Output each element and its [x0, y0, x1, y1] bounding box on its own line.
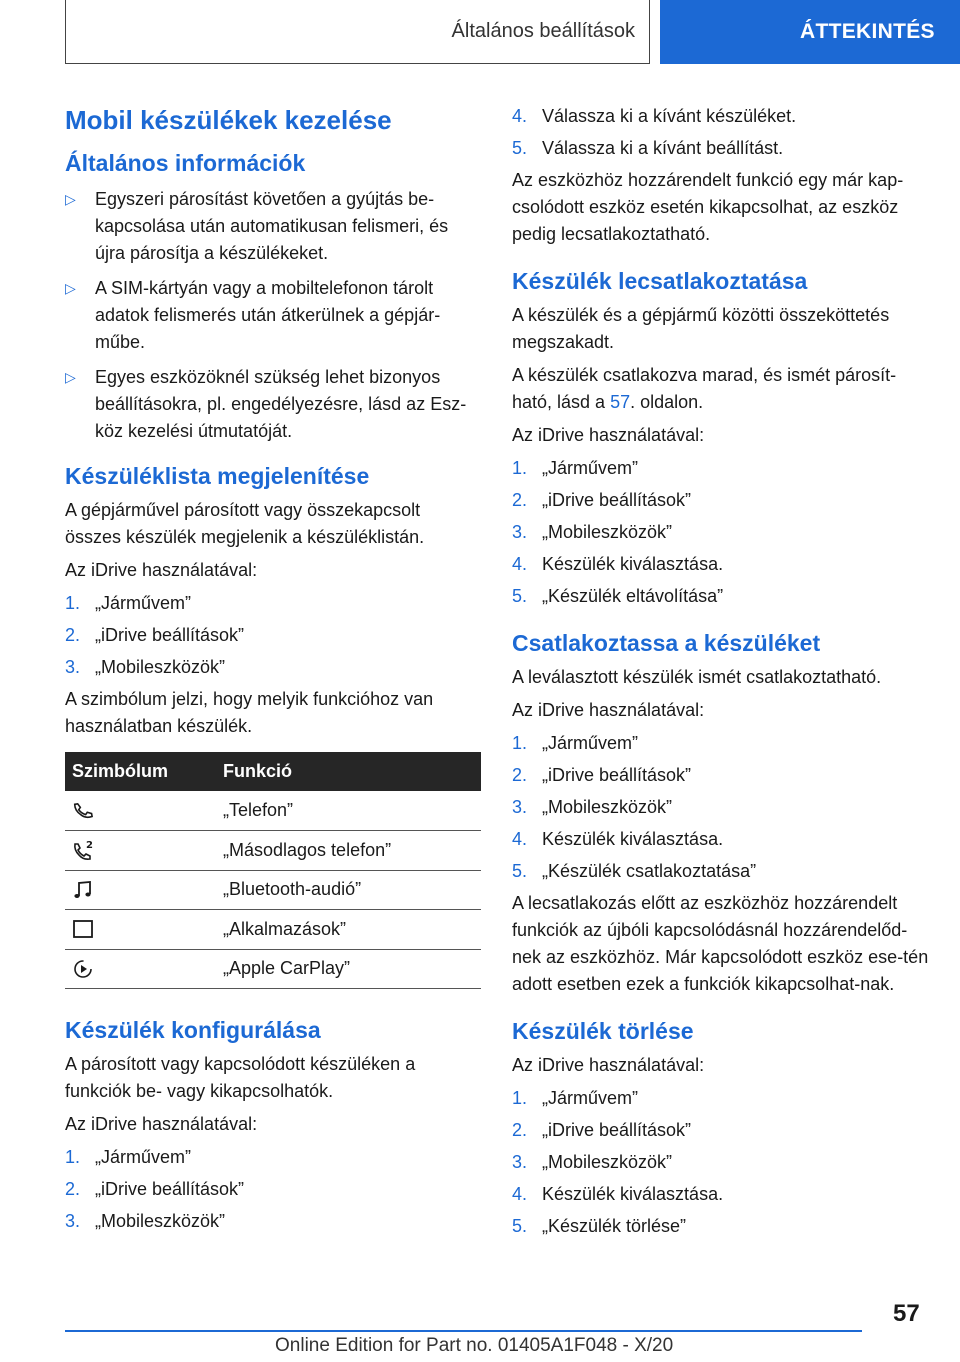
- list-item: ▷ Egyszeri párosítást követően a gyújtás be-kapcsolása után automatikusan felismeri, és újra párosítja a készülékeket.: [65, 186, 481, 267]
- step-item: 1. „Járművem”: [512, 733, 639, 753]
- svg-text:2: 2: [86, 840, 93, 852]
- idrive-usage: Az iDrive használatával:: [512, 700, 705, 720]
- section-title: Általános beállítások: [65, 0, 650, 64]
- symbol-table: [65, 752, 481, 989]
- table-row: [65, 910, 481, 950]
- main-title: Mobil készülékek kezelése: [65, 105, 392, 135]
- disconnect-p1: A készülék és a gépjármű közötti összeköttetés megszakadt.: [512, 305, 890, 352]
- phone-icon: [72, 800, 94, 822]
- configure-steps-continued: [512, 103, 932, 162]
- step-item: 3. „Mobileszközök”: [65, 657, 226, 677]
- table-header-symbol: Szimbólum: [65, 752, 223, 791]
- connect-p1: A leválasztott készülék ismét csatlakoztatható.: [512, 667, 882, 687]
- step-item: 4. Készülék kiválasztása.: [512, 829, 724, 849]
- chapter-tab[interactable]: ÁTTEKINTÉS: [660, 0, 960, 64]
- table-row: [65, 949, 481, 989]
- footer-divider: [65, 1330, 862, 1332]
- left-column: [65, 98, 481, 1240]
- step-item: 5. „Készülék törlése”: [512, 1216, 687, 1236]
- triangle-bullet-icon: ▷: [65, 369, 76, 385]
- idrive-usage: Az iDrive használatával:: [512, 1055, 705, 1075]
- step-item: 1. „Járművem”: [65, 593, 192, 613]
- connect-heading: Csatlakoztassa a készüléket: [512, 630, 821, 656]
- apps-square-icon: [72, 918, 94, 940]
- general-info-list: [65, 186, 481, 445]
- step-item: 3. „Mobileszközök”: [65, 1211, 226, 1231]
- list-item: ▷ A SIM-kártyán vagy a mobiltelefonon tárolt adatok felismerés után átkerülnek a gépjár-műbe.: [65, 275, 481, 356]
- secondary-phone-icon: [72, 839, 94, 861]
- connect-note: A lecsatlakozás előtt az eszközhöz hozzárendelt funkciók az újbóli kapcsolódásnál hozzárendelőd-nek az eszközhöz. Már kapcsolódott eszköz ese-tén adott esetben ezek a funkciók kikapcsolhat-nak.: [512, 893, 929, 994]
- table-row: [65, 831, 481, 871]
- step-item: 4. Készülék kiválasztása.: [512, 1184, 724, 1204]
- step-item: 3. „Mobileszközök”: [512, 797, 673, 817]
- function-cell: „Bluetooth-audió”: [223, 870, 481, 910]
- right-column: [512, 103, 932, 1245]
- connect-steps: [512, 730, 932, 885]
- function-cell: „Telefon”: [223, 791, 481, 831]
- configure-steps: [65, 1144, 481, 1235]
- footer-edition: Online Edition for Part no. 01405A1F048 - X/20: [275, 1335, 674, 1356]
- table-row: [65, 791, 481, 831]
- device-list-intro: A gépjárművel párosított vagy összekapcsolt összes készülék megjelenik a készüléklistán.: [65, 500, 425, 547]
- step-item: 2. „iDrive beállítások”: [65, 1179, 245, 1199]
- carplay-icon: [72, 958, 94, 980]
- idrive-usage: Az iDrive használatával:: [65, 560, 258, 580]
- delete-heading: Készülék törlése: [512, 1018, 694, 1044]
- configure-heading: Készülék konfigurálása: [65, 1017, 321, 1043]
- disconnect-heading: Készülék lecsatlakoztatása: [512, 268, 808, 294]
- table-header-function: Funkció: [223, 752, 481, 791]
- page-number: 57: [893, 1300, 920, 1327]
- step-item: 5. Válassza ki a kívánt beállítást.: [512, 138, 784, 158]
- idrive-usage: Az iDrive használatával:: [65, 1114, 258, 1134]
- device-list-steps: [65, 590, 481, 681]
- step-item: 5. „Készülék eltávolítása”: [512, 586, 724, 606]
- table-row: [65, 870, 481, 910]
- step-item: 5. „Készülék csatlakoztatása”: [512, 861, 757, 881]
- step-item: 2. „iDrive beállítások”: [512, 765, 692, 785]
- disconnect-p2: A készülék csatlakozva marad, és ismét párosít-ható, lásd a 57. oldalon.: [512, 365, 897, 412]
- symbol-note: A szimbólum jelzi, hogy melyik funkcióhoz van használatban készülék.: [65, 689, 434, 736]
- disconnect-steps: [512, 455, 932, 610]
- triangle-bullet-icon: ▷: [65, 191, 76, 207]
- step-item: 4. Készülék kiválasztása.: [512, 554, 724, 574]
- function-cell: „Alkalmazások”: [223, 910, 481, 950]
- step-item: 3. „Mobileszközök”: [512, 1152, 673, 1172]
- step-item: 1. „Járművem”: [512, 458, 639, 478]
- function-cell: „Apple CarPlay”: [223, 949, 481, 989]
- step-item: 4. Válassza ki a kívánt készüléket.: [512, 106, 797, 126]
- configure-note: Az eszközhöz hozzárendelt funkció egy már kap-csolódott eszköz esetén kikapcsolhat, az eszköz pedig lecsatlakoztatható.: [512, 170, 904, 244]
- list-item: ▷ Egyes eszközöknél szükség lehet bizonyos beállításokra, pl. engedélyezésre, lásd az Esz-köz kezelési útmutatóját.: [65, 364, 481, 445]
- page-link[interactable]: 57: [610, 392, 631, 412]
- delete-steps: [512, 1085, 932, 1240]
- configure-intro: A párosított vagy kapcsolódott készüléken a funkciók be- vagy kikapcsolhatók.: [65, 1054, 416, 1101]
- step-item: 2. „iDrive beállítások”: [512, 1120, 692, 1140]
- idrive-usage: Az iDrive használatával:: [512, 425, 705, 445]
- step-item: 1. „Járművem”: [512, 1088, 639, 1108]
- page-header: [65, 0, 960, 66]
- music-note-icon: [72, 879, 94, 901]
- step-item: 3. „Mobileszközök”: [512, 522, 673, 542]
- device-list-heading: Készüléklista megjelenítése: [65, 463, 370, 489]
- step-item: 2. „iDrive beállítások”: [512, 490, 692, 510]
- step-item: 2. „iDrive beállítások”: [65, 625, 245, 645]
- triangle-bullet-icon: ▷: [65, 280, 76, 296]
- general-info-heading: Általános információk: [65, 150, 306, 176]
- step-item: 1. „Járművem”: [65, 1147, 192, 1167]
- function-cell: „Másodlagos telefon”: [223, 831, 481, 871]
